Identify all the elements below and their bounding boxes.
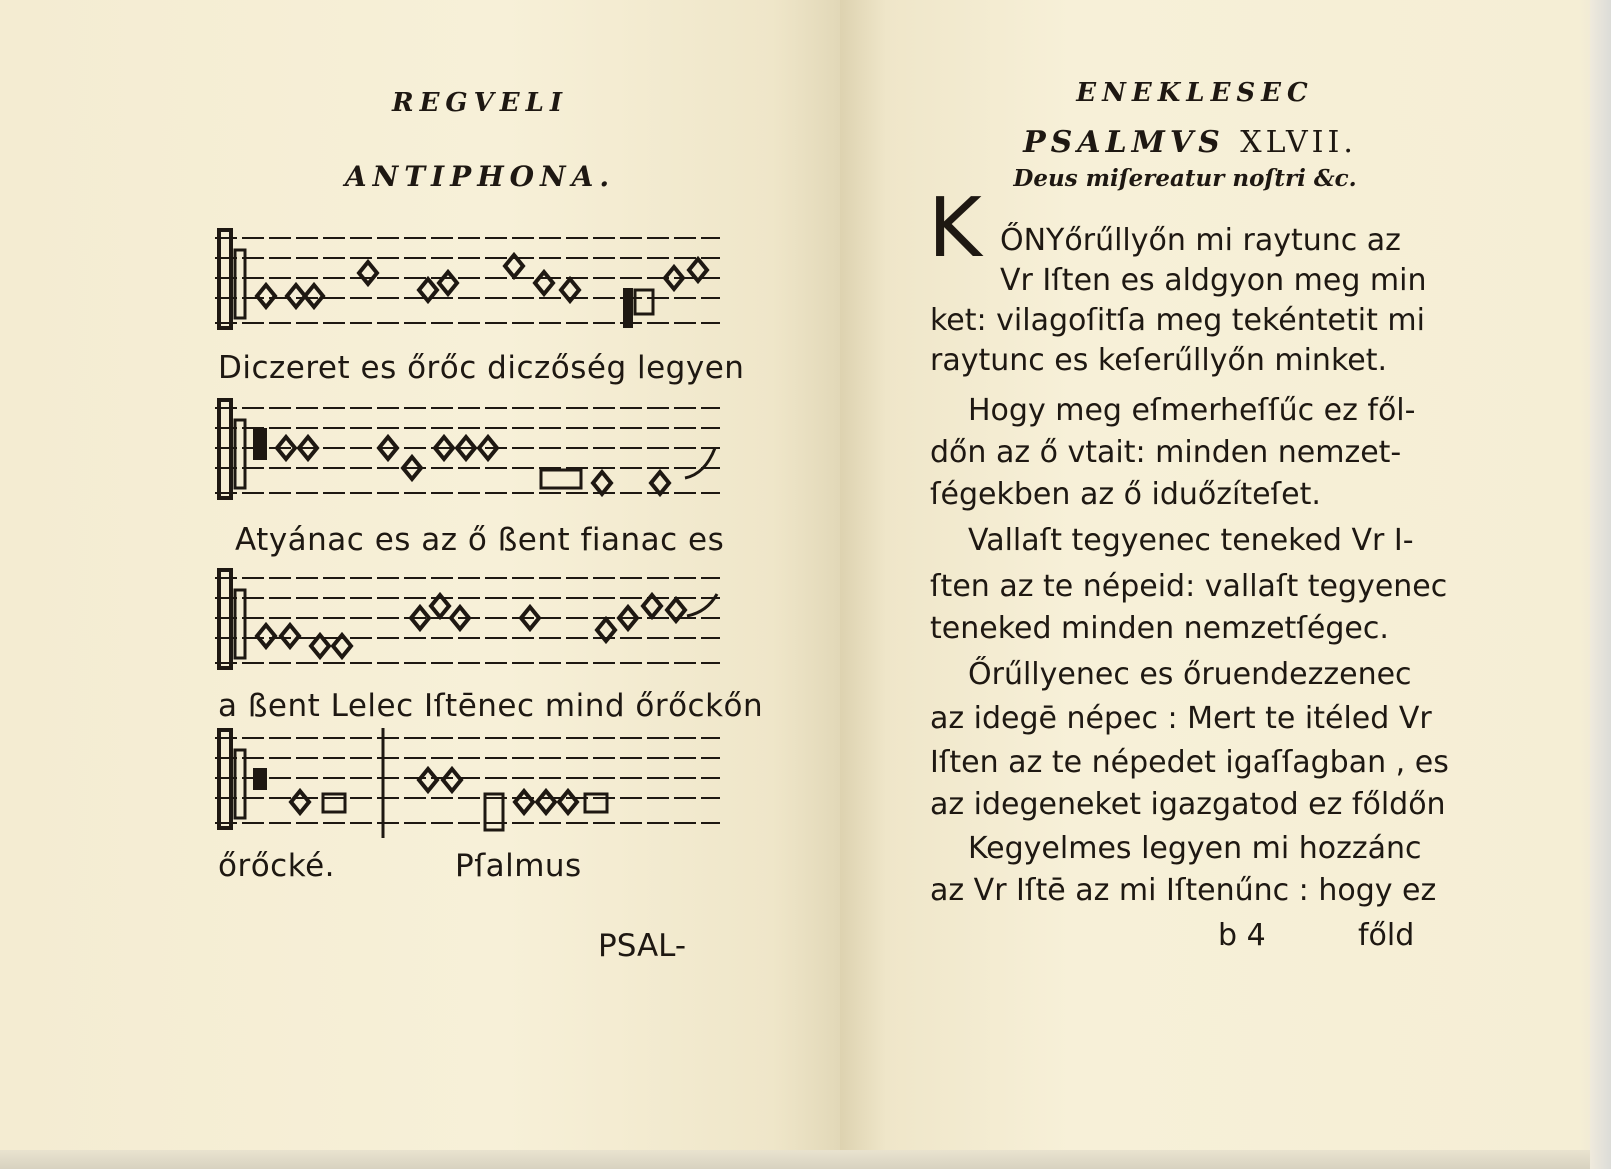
lyric-line-4: őrőcké. <box>218 848 335 884</box>
lyric-line-3: a ßent Lelec Iſtēnec mind őrőckőn <box>218 688 764 724</box>
psalm-line: teneked minden nemzetſégec. <box>930 611 1389 646</box>
psalmus-label: Pſalmus <box>455 848 582 884</box>
psalm-number: XLVII. <box>1240 125 1357 160</box>
staff-notation-3 <box>215 568 735 678</box>
music-staff-3 <box>215 568 735 678</box>
psalm-line: Kegyelmes legyen mi hozzánc <box>968 831 1422 866</box>
music-staff-2 <box>215 398 735 508</box>
music-staff-4 <box>215 728 735 838</box>
psalm-line: Hogy meg eſmerheſſűc ez fől- <box>968 393 1416 428</box>
right-catchword: főld <box>1358 918 1415 953</box>
psalm-line: Vr Iſten es aldgyon meg min <box>1000 263 1427 298</box>
page-right-edge <box>1590 0 1611 1169</box>
lyric-line-2: Atyánac es az ő ßent fianac es <box>235 522 725 558</box>
signature-mark: b 4 <box>1218 918 1266 953</box>
page-bottom-edge <box>0 1150 1611 1169</box>
drop-cap: K <box>928 181 982 276</box>
lyric-line-1: Diczeret es őrőc diczőség legyen <box>218 350 745 386</box>
psalm-line: az Vr Iſtē az mi Iſtenűnc : hogy ez <box>930 873 1437 908</box>
left-catchword: PSAL- <box>598 928 687 964</box>
psalm-heading <box>980 125 1400 160</box>
left-running-head: REGVELI <box>391 88 569 118</box>
psalm-line: az idegeneket igazgatod ez főldőn <box>930 787 1446 822</box>
staff-notation-4 <box>215 728 735 838</box>
psalm-incipit: Deus miſereatur noſtri &c. <box>1013 165 1357 192</box>
psalm-line: Vallaſt tegyenec teneked Vr I- <box>968 523 1414 558</box>
music-staff-1 <box>215 228 735 338</box>
psalm-line: Őrűllyenec es őruendezzenec <box>968 657 1412 692</box>
psalm-label: PSALMVS <box>1023 125 1225 160</box>
antiphona-title: ANTIPHONA. <box>344 160 616 193</box>
staff-notation-1 <box>215 228 735 338</box>
right-running-head: ENEKLESEC <box>1076 78 1314 108</box>
psalm-line: dőn az ő vtait: minden nemzet- <box>930 435 1402 470</box>
psalm-line: Iſten az te népedet igaſſagban , es <box>930 745 1449 780</box>
staff-notation-2 <box>215 398 735 508</box>
psalm-line: ſten az te népeid: vallaſt tegyenec <box>930 569 1448 604</box>
psalm-line: ŐNYőrűllyőn mi raytunc az <box>1000 223 1401 258</box>
psalm-line: az idegē népec : Mert te itéled Vr <box>930 701 1432 736</box>
psalm-line: ſégekben az ő iduőzíteſet. <box>930 477 1321 512</box>
psalm-line: ket: vilagoſitſa meg tekéntetit mi <box>930 303 1425 338</box>
psalm-line: raytunc es keſerűllyőn minket. <box>930 343 1388 378</box>
